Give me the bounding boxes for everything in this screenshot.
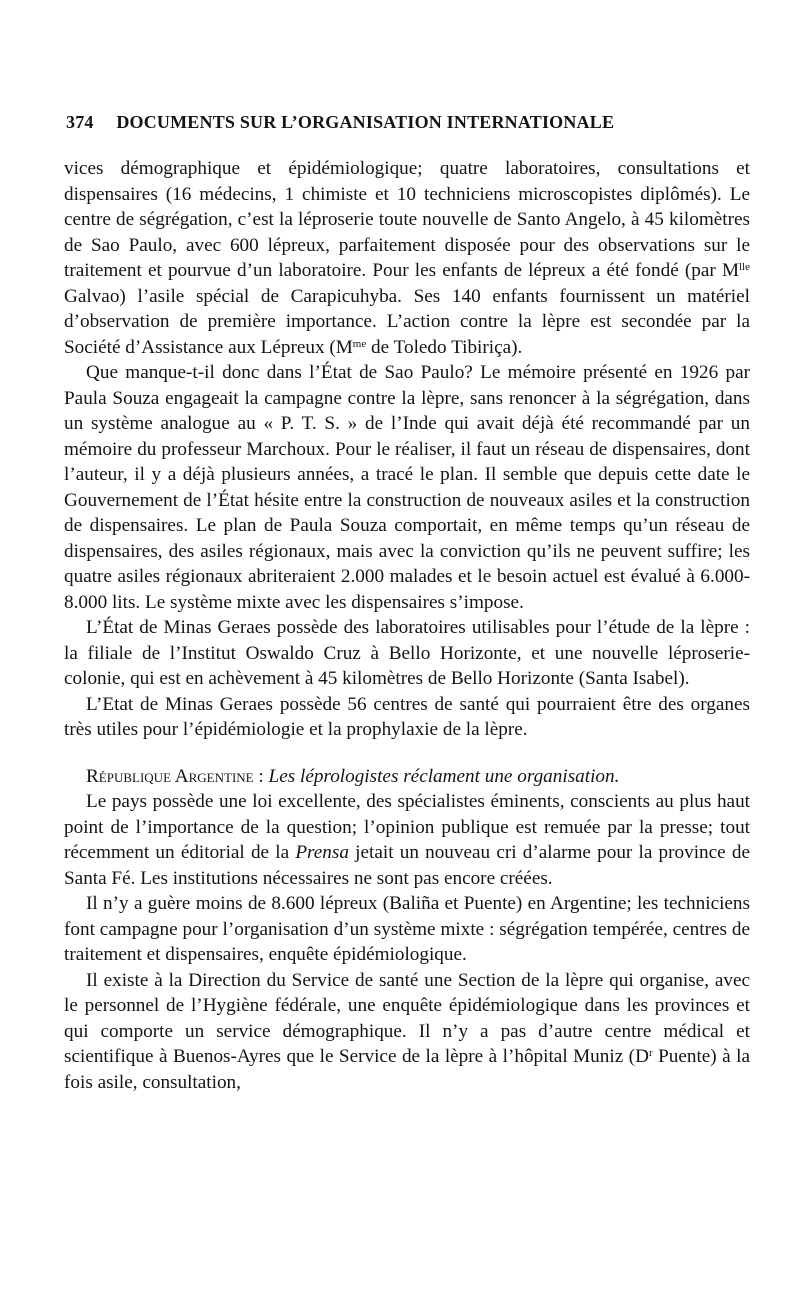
running-header — [66, 112, 766, 133]
body-text — [64, 156, 750, 1095]
text-run: Puente) à la fois asile, consultation, — [64, 1046, 750, 1093]
text-run: M — [721, 260, 739, 281]
text-run: vices démographique et épidémiologique; quatre laboratoires, consultations et dispensaires (16 médecins, 1 chimiste et 10 techniciens microscopistes diplômés). Le centre de ségrégation, c’est la léproserie toute nouvelle de Santo Angelo, à 45 kilomètres de Sao Paulo, avec 600 lépreux, parfaitement disposée pour des observations sur le traitement et pourvue d’un laboratoire. Pour les enfants de lépreux a été fondé (par — [64, 158, 750, 281]
running-title: DOCUMENTS SUR L’ORGANISATION INTERNATIONALE — [116, 112, 615, 132]
superscript: lle — [739, 261, 750, 273]
newspaper-title: Prensa — [295, 842, 349, 863]
paragraph — [64, 156, 750, 360]
section-heading — [64, 764, 750, 790]
paragraph: L’Etat de Minas Geraes possède 56 centres de santé qui pourraient être des organes très utiles pour l’épidémiologie et la prophylaxie de la lèpre. — [64, 693, 750, 740]
text-run: Le pays possède une loi excellente, des spécialistes éminents, conscients au plus haut point de l’importance de la question; l’opinion publique est remuée par la presse; tout récemment un éditorial de la — [64, 791, 750, 863]
page-number: 374 — [66, 112, 94, 132]
paragraph — [64, 968, 750, 1096]
paragraph: Il n’y a guère moins de 8.600 lépreux (Baliña et Puente) en Argentine; les techniciens font campagne pour l’organisation d’un système mixte : ségrégation tempérée, centres de traitement et dispensaires, enquête épidémiologique. — [64, 893, 750, 965]
text-run: M — [335, 336, 353, 358]
section-gap — [64, 743, 750, 764]
paragraph: L’État de Minas Geraes possède des laboratoires utilisables pour l’étude de la lèpre : la filiale de l’Institut Oswaldo Cruz à Bello Horizonte, et une nouvelle léproserie-colonie, qui est en achèvement à 45 kilomètres de Bello Horizonte (Santa Isabel). — [64, 617, 750, 689]
text-run: Il existe à la Direction du Service de santé une Section de la lèpre qui organise, avec le personnel de l’Hygiène fédérale, une enquête épidémiologique dans les provinces et qui comporte un service démographique. Il n’y a pas d’autre centre médical et scientifique à Buenos-Ayres que le Service de la lèpre à l’hôpital Muniz ( — [64, 969, 750, 1067]
text-run: D — [635, 1046, 649, 1067]
text-run: Galvao) l’asile spécial de Carapicuhyba. Ses 140 enfants fournissent un matériel d’observation de première importance. L’action contre la lèpre est secondée par la Société d’Assistance aux Lépreux ( — [64, 285, 750, 358]
text-run: jetait un nouveau cri d’alarme pour la province de Santa Fé. Les institutions nécessaires ne sont pas encore créées. — [64, 842, 750, 889]
paragraph: Que manque-t-il donc dans l’État de Sao Paulo? Le mémoire présenté en 1926 par Paula Souza engageait la campagne contre la lèpre, sans renoncer à la ségrégation, dans un système analogue au « P. T. S. » de l’Inde qui avait déjà été recommandé par un mémoire du professeur Marchoux. Pour le réaliser, il faut un réseau de dispensaires, dont l’auteur, il y a déjà plusieurs années, a tracé le plan. Il semble que depuis cette date le Gouvernement de l’État hésite entre la construction de nouveaux asiles et la construction de dispensaires. Le plan de Paula Souza comportait, en même temps qu’un réseau de dispensaires, des asiles régionaux, mais avec la conviction qu’ils ne peuvent suffire; les quatre asiles régionaux abriteraient 2.000 malades et le besoin actuel est évalué à 6.000-8.000 lits. Le système mixte avec les dispensaires s’impose. — [64, 362, 750, 613]
superscript: r — [648, 1047, 653, 1059]
superscript: me — [352, 337, 367, 350]
section-subtitle: Les léprologistes réclament une organisation. — [268, 765, 620, 787]
text-run: : — [253, 765, 269, 787]
section-title: République Argentine — [86, 765, 254, 787]
text-run: de Toledo Tibiriça). — [366, 336, 523, 358]
paragraph — [64, 789, 750, 891]
